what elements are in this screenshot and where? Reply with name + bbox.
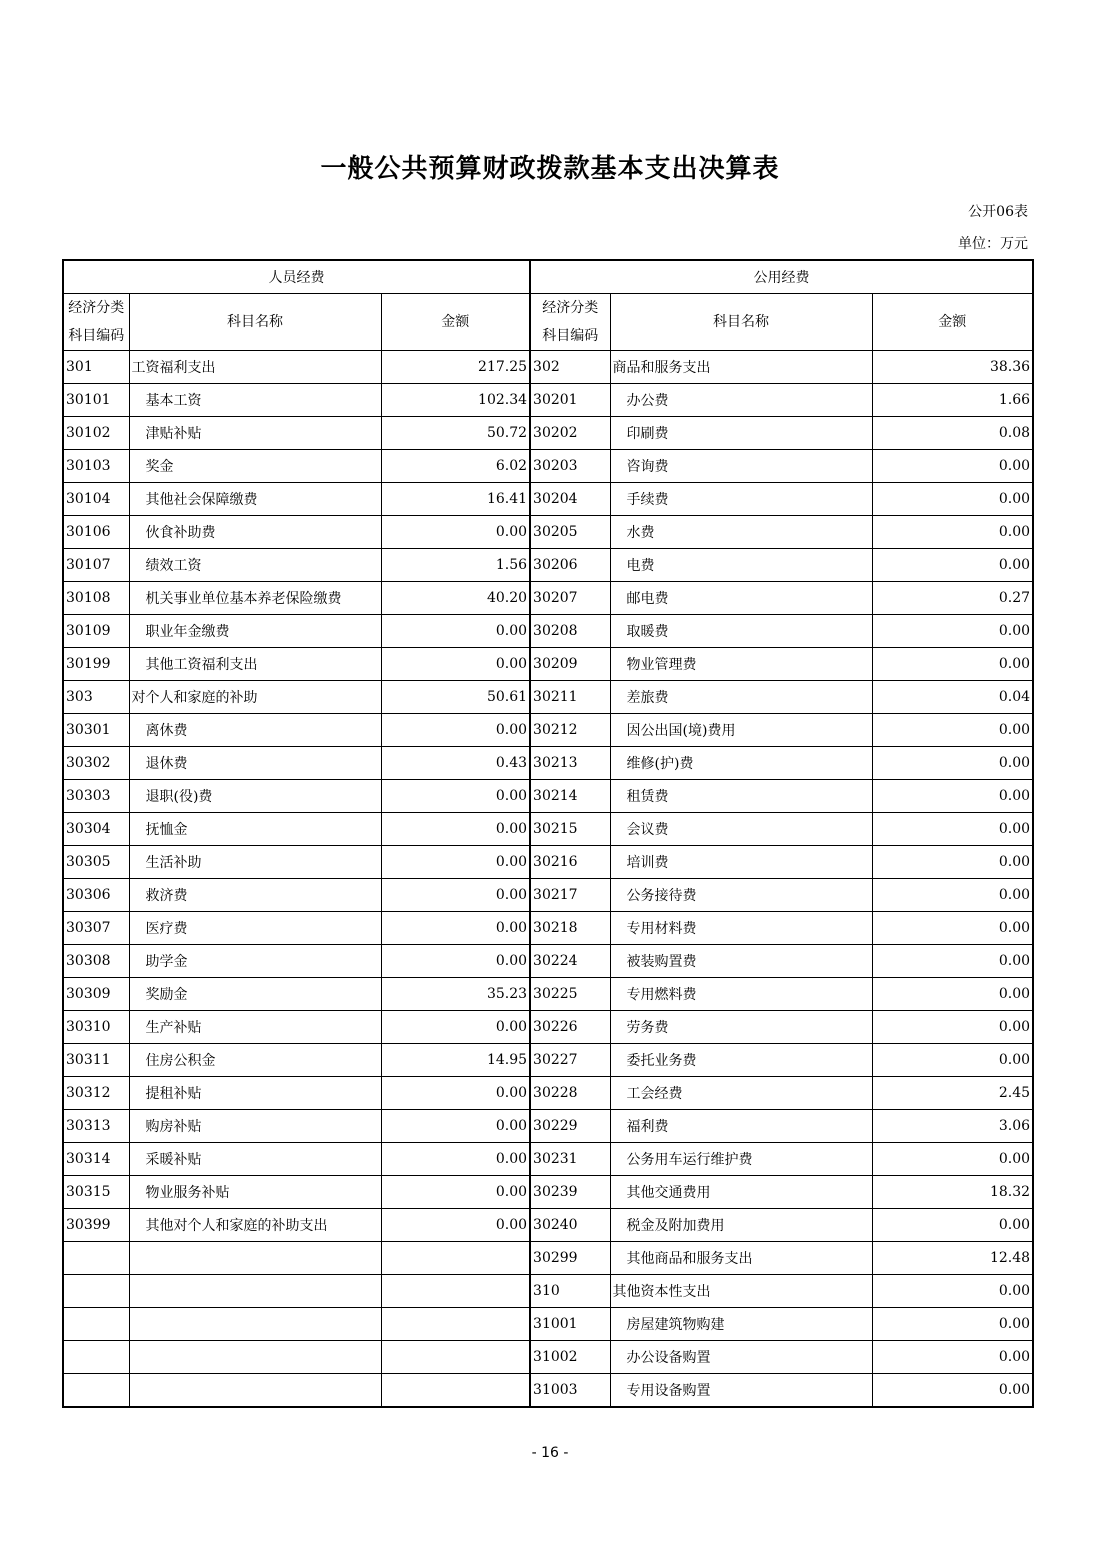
left-amount-cell: 35.23 bbox=[381, 978, 530, 1011]
left-amount-cell: 0.00 bbox=[381, 1209, 530, 1242]
page-number: - 16 - bbox=[531, 1445, 569, 1461]
left-name-cell: 退休费 bbox=[129, 747, 381, 780]
personnel-expense-header: 人员经费 bbox=[63, 260, 530, 294]
right-name-cell: 专用材料费 bbox=[610, 912, 872, 945]
unit-label: 单位：万元 bbox=[958, 236, 1028, 252]
left-code-cell: 30306 bbox=[63, 879, 129, 912]
right-amount-cell: 0.00 bbox=[872, 1011, 1033, 1044]
right-code-cell: 30231 bbox=[530, 1143, 610, 1176]
right-code-cell: 302 bbox=[530, 351, 610, 384]
left-amount-cell: 0.00 bbox=[381, 1011, 530, 1044]
left-code-cell bbox=[63, 1275, 129, 1308]
left-code-cell: 30311 bbox=[63, 1044, 129, 1077]
right-code-cell: 30299 bbox=[530, 1242, 610, 1275]
left-code-cell: 301 bbox=[63, 351, 129, 384]
right-amount-cell: 18.32 bbox=[872, 1176, 1033, 1209]
left-code-header: 经济分类 科目编码 bbox=[63, 294, 129, 351]
right-amount-cell: 0.00 bbox=[872, 846, 1033, 879]
left-name-cell: 机关事业单位基本养老保险缴费 bbox=[129, 582, 381, 615]
left-code-cell: 30307 bbox=[63, 912, 129, 945]
left-amount-cell: 0.00 bbox=[381, 648, 530, 681]
table-row bbox=[63, 846, 1033, 879]
right-name-cell: 差旅费 bbox=[610, 681, 872, 714]
right-amount-cell: 0.00 bbox=[872, 714, 1033, 747]
right-amount-cell: 0.04 bbox=[872, 681, 1033, 714]
left-name-cell: 退职(役)费 bbox=[129, 780, 381, 813]
right-amount-cell: 0.00 bbox=[872, 549, 1033, 582]
left-name-cell: 绩效工资 bbox=[129, 549, 381, 582]
right-name-cell: 工会经费 bbox=[610, 1077, 872, 1110]
left-amount-cell: 0.00 bbox=[381, 516, 530, 549]
right-name-cell: 咨询费 bbox=[610, 450, 872, 483]
left-amount-cell: 0.00 bbox=[381, 912, 530, 945]
table-row bbox=[63, 1242, 1033, 1275]
right-name-cell: 劳务费 bbox=[610, 1011, 872, 1044]
right-name-cell: 其他商品和服务支出 bbox=[610, 1242, 872, 1275]
table-row bbox=[63, 912, 1033, 945]
table-row bbox=[63, 747, 1033, 780]
right-amount-cell: 0.00 bbox=[872, 615, 1033, 648]
right-name-cell: 专用设备购置 bbox=[610, 1374, 872, 1408]
table-row bbox=[63, 879, 1033, 912]
right-name-cell: 公务接待费 bbox=[610, 879, 872, 912]
right-amount-header: 金额 bbox=[872, 294, 1033, 351]
left-amount-cell: 0.00 bbox=[381, 945, 530, 978]
public-expense-header: 公用经费 bbox=[530, 260, 1033, 294]
table-row bbox=[63, 1341, 1033, 1374]
right-code-cell: 30218 bbox=[530, 912, 610, 945]
right-code-cell: 30202 bbox=[530, 417, 610, 450]
right-code-cell: 30206 bbox=[530, 549, 610, 582]
right-amount-cell: 0.00 bbox=[872, 945, 1033, 978]
left-amount-cell: 0.00 bbox=[381, 714, 530, 747]
left-name-cell: 助学金 bbox=[129, 945, 381, 978]
right-name-cell: 办公费 bbox=[610, 384, 872, 417]
right-code-cell: 30217 bbox=[530, 879, 610, 912]
right-amount-cell: 0.00 bbox=[872, 1341, 1033, 1374]
left-code-cell: 30399 bbox=[63, 1209, 129, 1242]
table-row bbox=[63, 1176, 1033, 1209]
right-code-cell: 30216 bbox=[530, 846, 610, 879]
left-amount-cell: 217.25 bbox=[381, 351, 530, 384]
left-name-cell: 提租补贴 bbox=[129, 1077, 381, 1110]
right-amount-cell: 3.06 bbox=[872, 1110, 1033, 1143]
right-name-cell: 会议费 bbox=[610, 813, 872, 846]
left-name-cell: 生产补贴 bbox=[129, 1011, 381, 1044]
right-name-cell: 房屋建筑物购建 bbox=[610, 1308, 872, 1341]
right-code-cell: 31001 bbox=[530, 1308, 610, 1341]
right-code-cell: 30211 bbox=[530, 681, 610, 714]
right-name-cell: 其他交通费用 bbox=[610, 1176, 872, 1209]
left-code-cell: 303 bbox=[63, 681, 129, 714]
left-amount-cell: 0.00 bbox=[381, 879, 530, 912]
left-amount-cell: 0.00 bbox=[381, 1176, 530, 1209]
left-code-cell: 30312 bbox=[63, 1077, 129, 1110]
left-code-cell: 30309 bbox=[63, 978, 129, 1011]
table-row bbox=[63, 1110, 1033, 1143]
left-code-cell: 30310 bbox=[63, 1011, 129, 1044]
right-name-cell: 公务用车运行维护费 bbox=[610, 1143, 872, 1176]
right-amount-cell: 0.00 bbox=[872, 813, 1033, 846]
left-name-cell: 其他对个人和家庭的补助支出 bbox=[129, 1209, 381, 1242]
right-code-cell: 30205 bbox=[530, 516, 610, 549]
left-name-cell: 生活补助 bbox=[129, 846, 381, 879]
right-name-cell: 因公出国(境)费用 bbox=[610, 714, 872, 747]
left-code-cell: 30102 bbox=[63, 417, 129, 450]
left-name-cell bbox=[129, 1308, 381, 1341]
left-code-cell: 30301 bbox=[63, 714, 129, 747]
left-code-cell: 30304 bbox=[63, 813, 129, 846]
table-row bbox=[63, 1308, 1033, 1341]
table-row bbox=[63, 1275, 1033, 1308]
table-row bbox=[63, 978, 1033, 1011]
right-name-cell: 印刷费 bbox=[610, 417, 872, 450]
right-code-cell: 30215 bbox=[530, 813, 610, 846]
table-row bbox=[63, 483, 1033, 516]
left-name-cell: 津贴补贴 bbox=[129, 417, 381, 450]
right-code-cell: 30228 bbox=[530, 1077, 610, 1110]
left-name-cell: 抚恤金 bbox=[129, 813, 381, 846]
right-amount-cell: 0.00 bbox=[872, 483, 1033, 516]
table-row bbox=[63, 681, 1033, 714]
left-code-cell: 30199 bbox=[63, 648, 129, 681]
table-row bbox=[63, 648, 1033, 681]
right-code-cell: 30229 bbox=[530, 1110, 610, 1143]
table-row bbox=[63, 351, 1033, 384]
right-name-cell: 取暖费 bbox=[610, 615, 872, 648]
left-amount-cell: 102.34 bbox=[381, 384, 530, 417]
right-code-cell: 30207 bbox=[530, 582, 610, 615]
table-row bbox=[63, 945, 1033, 978]
left-amount-cell: 50.72 bbox=[381, 417, 530, 450]
right-amount-cell: 0.27 bbox=[872, 582, 1033, 615]
right-amount-cell: 0.08 bbox=[872, 417, 1033, 450]
right-name-cell: 邮电费 bbox=[610, 582, 872, 615]
table-row bbox=[63, 780, 1033, 813]
table-row bbox=[63, 450, 1033, 483]
left-name-cell: 住房公积金 bbox=[129, 1044, 381, 1077]
left-name-cell: 伙食补助费 bbox=[129, 516, 381, 549]
left-code-cell bbox=[63, 1242, 129, 1275]
expenditure-table bbox=[62, 259, 1034, 1408]
right-amount-cell: 2.45 bbox=[872, 1077, 1033, 1110]
right-amount-cell: 0.00 bbox=[872, 1374, 1033, 1408]
right-code-cell: 310 bbox=[530, 1275, 610, 1308]
left-name-cell: 其他社会保障缴费 bbox=[129, 483, 381, 516]
left-amount-cell: 16.41 bbox=[381, 483, 530, 516]
right-name-cell: 其他资本性支出 bbox=[610, 1275, 872, 1308]
left-code-cell: 30308 bbox=[63, 945, 129, 978]
left-code-cell: 30109 bbox=[63, 615, 129, 648]
table-row bbox=[63, 1209, 1033, 1242]
table-row bbox=[63, 1143, 1033, 1176]
right-code-cell: 30213 bbox=[530, 747, 610, 780]
left-name-cell: 基本工资 bbox=[129, 384, 381, 417]
right-amount-cell: 0.00 bbox=[872, 1275, 1033, 1308]
left-amount-cell: 0.00 bbox=[381, 1077, 530, 1110]
left-code-cell: 30302 bbox=[63, 747, 129, 780]
left-code-cell bbox=[63, 1308, 129, 1341]
right-code-cell: 30226 bbox=[530, 1011, 610, 1044]
left-code-cell: 30104 bbox=[63, 483, 129, 516]
right-code-cell: 30203 bbox=[530, 450, 610, 483]
left-code-cell: 30101 bbox=[63, 384, 129, 417]
left-code-cell: 30314 bbox=[63, 1143, 129, 1176]
left-name-cell bbox=[129, 1242, 381, 1275]
left-amount-cell: 0.00 bbox=[381, 1110, 530, 1143]
right-name-header: 科目名称 bbox=[610, 294, 872, 351]
right-amount-cell: 0.00 bbox=[872, 879, 1033, 912]
left-name-cell: 对个人和家庭的补助 bbox=[129, 681, 381, 714]
right-code-cell: 30240 bbox=[530, 1209, 610, 1242]
table-row bbox=[63, 1374, 1033, 1408]
right-amount-cell: 38.36 bbox=[872, 351, 1033, 384]
right-amount-cell: 0.00 bbox=[872, 747, 1033, 780]
left-name-cell bbox=[129, 1341, 381, 1374]
right-name-cell: 商品和服务支出 bbox=[610, 351, 872, 384]
table-row bbox=[63, 714, 1033, 747]
left-name-cell: 其他工资福利支出 bbox=[129, 648, 381, 681]
table-row bbox=[63, 582, 1033, 615]
right-code-header: 经济分类 科目编码 bbox=[530, 294, 610, 351]
table-row bbox=[63, 549, 1033, 582]
right-code-cell: 30201 bbox=[530, 384, 610, 417]
right-name-cell: 维修(护)费 bbox=[610, 747, 872, 780]
left-amount-cell: 40.20 bbox=[381, 582, 530, 615]
table-row bbox=[63, 516, 1033, 549]
right-code-cell: 30209 bbox=[530, 648, 610, 681]
left-amount-cell: 6.02 bbox=[381, 450, 530, 483]
left-name-header: 科目名称 bbox=[129, 294, 381, 351]
right-amount-cell: 1.66 bbox=[872, 384, 1033, 417]
left-code-cell: 30108 bbox=[63, 582, 129, 615]
right-amount-cell: 0.00 bbox=[872, 1044, 1033, 1077]
left-name-cell: 救济费 bbox=[129, 879, 381, 912]
right-code-cell: 31002 bbox=[530, 1341, 610, 1374]
table-row bbox=[63, 615, 1033, 648]
table-row bbox=[63, 1077, 1033, 1110]
left-amount-cell bbox=[381, 1242, 530, 1275]
left-name-cell: 奖金 bbox=[129, 450, 381, 483]
left-name-cell: 物业服务补贴 bbox=[129, 1176, 381, 1209]
left-code-cell: 30107 bbox=[63, 549, 129, 582]
left-amount-cell: 0.00 bbox=[381, 1143, 530, 1176]
left-name-cell: 奖励金 bbox=[129, 978, 381, 1011]
right-name-cell: 物业管理费 bbox=[610, 648, 872, 681]
left-code-cell: 30315 bbox=[63, 1176, 129, 1209]
left-amount-cell bbox=[381, 1341, 530, 1374]
right-amount-cell: 0.00 bbox=[872, 978, 1033, 1011]
table-row bbox=[63, 813, 1033, 846]
left-code-cell bbox=[63, 1374, 129, 1408]
right-name-cell: 租赁费 bbox=[610, 780, 872, 813]
left-amount-cell: 14.95 bbox=[381, 1044, 530, 1077]
right-name-cell: 被装购置费 bbox=[610, 945, 872, 978]
right-name-cell: 税金及附加费用 bbox=[610, 1209, 872, 1242]
left-name-cell bbox=[129, 1374, 381, 1408]
left-name-cell: 离休费 bbox=[129, 714, 381, 747]
right-name-cell: 手续费 bbox=[610, 483, 872, 516]
left-amount-cell: 50.61 bbox=[381, 681, 530, 714]
right-name-cell: 委托业务费 bbox=[610, 1044, 872, 1077]
table-row bbox=[63, 1011, 1033, 1044]
left-amount-cell bbox=[381, 1308, 530, 1341]
left-code-cell: 30103 bbox=[63, 450, 129, 483]
left-code-cell: 30106 bbox=[63, 516, 129, 549]
table-row bbox=[63, 1044, 1033, 1077]
right-amount-cell: 0.00 bbox=[872, 648, 1033, 681]
left-amount-header: 金额 bbox=[381, 294, 530, 351]
left-amount-cell: 0.00 bbox=[381, 846, 530, 879]
right-amount-cell: 0.00 bbox=[872, 1143, 1033, 1176]
left-name-cell: 医疗费 bbox=[129, 912, 381, 945]
right-name-cell: 专用燃料费 bbox=[610, 978, 872, 1011]
right-code-cell: 30204 bbox=[530, 483, 610, 516]
left-code-cell bbox=[63, 1341, 129, 1374]
right-amount-cell: 0.00 bbox=[872, 1308, 1033, 1341]
right-amount-cell: 0.00 bbox=[872, 780, 1033, 813]
form-number: 公开06表 bbox=[968, 204, 1028, 220]
right-code-cell: 30214 bbox=[530, 780, 610, 813]
right-amount-cell: 0.00 bbox=[872, 450, 1033, 483]
left-amount-cell: 0.43 bbox=[381, 747, 530, 780]
right-name-cell: 电费 bbox=[610, 549, 872, 582]
right-name-cell: 水费 bbox=[610, 516, 872, 549]
left-name-cell: 工资福利支出 bbox=[129, 351, 381, 384]
right-amount-cell: 12.48 bbox=[872, 1242, 1033, 1275]
right-amount-cell: 0.00 bbox=[872, 516, 1033, 549]
right-code-cell: 30212 bbox=[530, 714, 610, 747]
left-amount-cell: 0.00 bbox=[381, 813, 530, 846]
left-amount-cell: 1.56 bbox=[381, 549, 530, 582]
table-row bbox=[63, 417, 1033, 450]
left-name-cell: 采暖补贴 bbox=[129, 1143, 381, 1176]
right-code-cell: 31003 bbox=[530, 1374, 610, 1408]
right-name-cell: 办公设备购置 bbox=[610, 1341, 872, 1374]
right-name-cell: 福利费 bbox=[610, 1110, 872, 1143]
left-name-cell bbox=[129, 1275, 381, 1308]
right-code-cell: 30225 bbox=[530, 978, 610, 1011]
left-name-cell: 购房补贴 bbox=[129, 1110, 381, 1143]
right-code-cell: 30208 bbox=[530, 615, 610, 648]
left-amount-cell bbox=[381, 1275, 530, 1308]
left-name-cell: 职业年金缴费 bbox=[129, 615, 381, 648]
right-code-cell: 30227 bbox=[530, 1044, 610, 1077]
left-code-cell: 30313 bbox=[63, 1110, 129, 1143]
page-title: 一般公共预算财政拨款基本支出决算表 bbox=[320, 154, 780, 184]
right-code-cell: 30239 bbox=[530, 1176, 610, 1209]
left-code-cell: 30303 bbox=[63, 780, 129, 813]
left-amount-cell: 0.00 bbox=[381, 615, 530, 648]
right-amount-cell: 0.00 bbox=[872, 912, 1033, 945]
table-row bbox=[63, 384, 1033, 417]
left-amount-cell bbox=[381, 1374, 530, 1408]
right-name-cell: 培训费 bbox=[610, 846, 872, 879]
right-amount-cell: 0.00 bbox=[872, 1209, 1033, 1242]
right-code-cell: 30224 bbox=[530, 945, 610, 978]
left-amount-cell: 0.00 bbox=[381, 780, 530, 813]
left-code-cell: 30305 bbox=[63, 846, 129, 879]
